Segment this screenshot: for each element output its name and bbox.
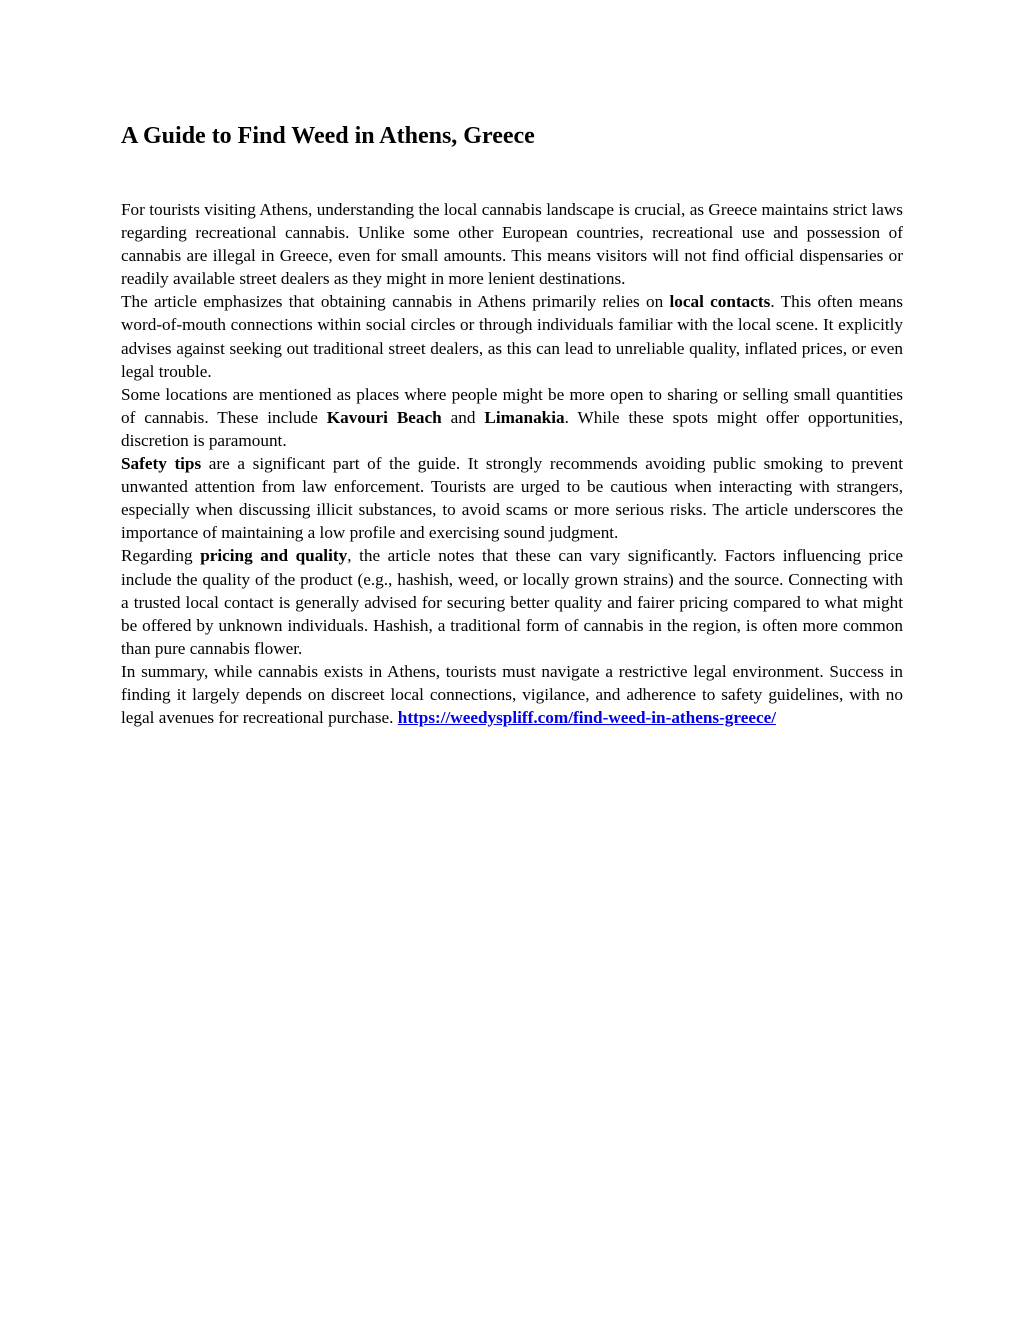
safety-tips-emphasis: Safety tips: [121, 454, 202, 474]
paragraph-local-contacts: [121, 290, 903, 382]
local-contacts-emphasis: local contacts: [669, 292, 771, 312]
paragraph-pricing-lead: Regarding: [121, 546, 201, 566]
paragraph-pricing-rest: , the article notes that these can vary significantly. Factors influencing price include the quality of the product (e.g., hashish, weed, or locally grown strains) and the source. Connecting with a trusted local contact is generally advised for securing better quality and fairer pricing compared to what might be offered by unknown individuals. Hashish, a traditional form of cannabis in the region, is often more common than pure cannabis flower.: [121, 546, 903, 658]
paragraph-safety-tips: [121, 452, 903, 544]
paragraph-summary: [121, 660, 903, 729]
document-body: [121, 198, 903, 729]
pricing-quality-emphasis: pricing and quality: [200, 546, 348, 566]
limanakia-emphasis: Limanakia: [484, 407, 565, 427]
paragraph-summary-text: In summary, while cannabis exists in Athens, tourists must navigate a restrictive legal environment. Success in finding it largely depends on discreet local connections, vigilance, and adherence to safety guidelines, with no legal avenues for recreational purchase.: [121, 661, 903, 728]
paragraph-safety-tips-rest: are a significant part of the guide. It strongly recommends avoiding public smoking to prevent unwanted attention from law enforcement. Tourists are urged to be cautious when interacting with strangers, especially when discussing illicit substances, to avoid scams or more serious risks. The article underscores the importance of maintaining a low profile and exercising sound judgment.: [121, 454, 903, 543]
paragraph-local-contacts-lead: The article emphasizes that obtaining cannabis in Athens primarily relies on: [121, 292, 670, 312]
paragraph-intro-text: For tourists visiting Athens, understanding the local cannabis landscape is crucial, as Greece maintains strict laws regarding recreational cannabis. Unlike some other European countries, recreational use and possession of cannabis are illegal in Greece, even for small amounts. This means visitors will not find official dispensaries or readily available street dealers as they might in more lenient destinations.: [121, 200, 903, 289]
paragraph-locations-rest: . While these spots might offer opportunities, discretion is paramount.: [121, 407, 903, 450]
paragraph-pricing: [121, 544, 903, 659]
paragraph-local-contacts-rest: . This often means word-of-mouth connections within social circles or through individuals familiar with the local scene. It explicitly advises against seeking out traditional street dealers, as this can lead to unreliable quality, inflated prices, or even legal trouble.: [121, 292, 903, 381]
kavouri-beach-emphasis: Kavouri Beach: [326, 407, 442, 427]
paragraph-locations-lead: Some locations are mentioned as places where people might be more open to sharing or selling small quantities of cannabis. These include: [121, 384, 903, 427]
paragraph-locations: [121, 383, 903, 452]
paragraph-locations-joiner: and: [441, 407, 485, 427]
paragraph-intro: [121, 198, 903, 290]
source-link[interactable]: https://weedyspliff.com/find-weed-in-athens-greece/: [397, 708, 776, 728]
document-title: A Guide to Find Weed in Athens, Greece: [121, 123, 535, 149]
